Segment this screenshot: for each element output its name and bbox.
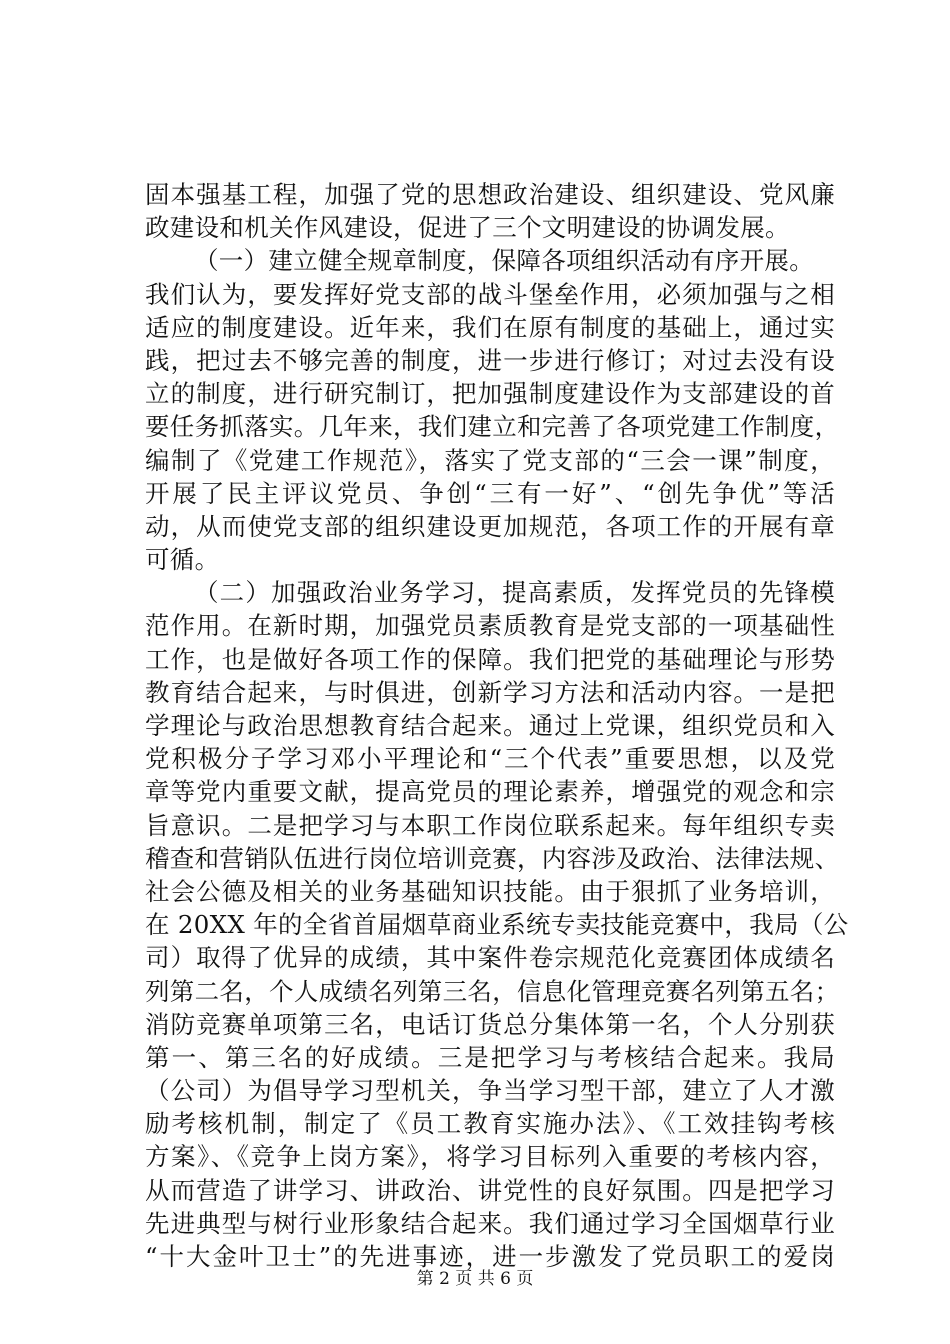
- text-line: 章等党内重要文献，提高党员的理论素养，增强党的观念和宗: [145, 777, 835, 807]
- text-line: 编制了《党建工作规范》，落实了党支部的“三会一课”制度，: [145, 445, 835, 475]
- text-line: 党积极分子学习邓小平理论和“三个代表”重要思想，以及党: [145, 744, 835, 774]
- text-line: 适应的制度建设。近年来，我们在原有制度的基础上，通过实: [145, 312, 835, 342]
- text-line: 教育结合起来，与时俱进，创新学习方法和活动内容。一是把: [145, 677, 835, 707]
- section-heading-line: （一）建立健全规章制度，保障各项组织活动有序开展。: [194, 246, 814, 276]
- text-line: 先进典型与树行业形象结合起来。我们通过学习全国烟草行业: [145, 1208, 835, 1238]
- text-line: 励考核机制，制定了《员工教育实施办法》、《工效挂钩考核: [145, 1109, 835, 1139]
- text-line: 司）取得了优异的成绩，其中案件卷宗规范化竞赛团体成绩名: [145, 943, 835, 973]
- text-line: 动，从而使党支部的组织建设更加规范，各项工作的开展有章: [145, 511, 835, 541]
- text-line: 政建设和机关作风建设，促进了三个文明建设的协调发展。: [145, 213, 790, 243]
- text-line: 学理论与政治思想教育结合起来。通过上党课，组织党员和入: [145, 711, 835, 740]
- text-line: 在 20XX 年的全省首届烟草商业系统专卖技能竞赛中，我局（公: [145, 910, 849, 940]
- page-number: 第 2 页 共 6 页: [416, 1269, 534, 1289]
- text-line: 践，把过去不够完善的制度，进一步进行修订；对过去没有设: [145, 345, 835, 375]
- text-line: 从而营造了讲学习、讲政治、讲党性的良好氛围。四是把学习: [145, 1175, 835, 1205]
- section-heading-line: （二）加强政治业务学习，提高素质，发挥党员的先锋模: [194, 578, 835, 608]
- text-line: 范作用。在新时期，加强党员素质教育是党支部的一项基础性: [145, 611, 835, 641]
- text-line: 稽查和营销队伍进行岗位培训竞赛，内容涉及政治、法律法规、: [145, 843, 840, 873]
- body-text: [145, 178, 849, 1273]
- text-line: 旨意识。二是把学习与本职工作岗位联系起来。每年组织专卖: [145, 810, 835, 840]
- text-line: 要任务抓落实。几年来，我们建立和完善了各项党建工作制度，: [145, 412, 840, 442]
- page-footer: [0, 1268, 950, 1290]
- text-line: 我们认为，要发挥好党支部的战斗堡垒作用，必须加强与之相: [145, 279, 835, 309]
- text-line: 消防竞赛单项第三名，电话订货总分集体第一名，个人分别获: [145, 1009, 835, 1039]
- text-line: “十大金叶卫士”的先进事迹，进一步激发了党员职工的爱岗: [145, 1242, 835, 1271]
- text-line: 开展了民主评议党员、争创“三有一好”、“创先争优”等活: [145, 478, 835, 508]
- text-line: （公司）为倡导学习型机关，争当学习型干部，建立了人才激: [145, 1076, 835, 1106]
- text-line: 可循。: [145, 545, 220, 575]
- text-line: 社会公德及相关的业务基础知识技能。由于狠抓了业务培训，: [145, 876, 835, 906]
- text-line: 第一、第三名的好成绩。三是把学习与考核结合起来。我局: [145, 1042, 835, 1072]
- text-line: 列第二名，个人成绩名列第三名，信息化管理竞赛名列第五名；: [145, 976, 840, 1006]
- text-line: 方案》、《竞争上岗方案》，将学习目标列入重要的考核内容，: [145, 1142, 835, 1172]
- text-line: 工作，也是做好各项工作的保障。我们把党的基础理论与形势: [145, 644, 835, 674]
- text-line: 固本强基工程，加强了党的思想政治建设、组织建设、党风廉: [145, 180, 835, 209]
- text-line: 立的制度，进行研究制订，把加强制度建设作为支部建设的首: [145, 379, 835, 409]
